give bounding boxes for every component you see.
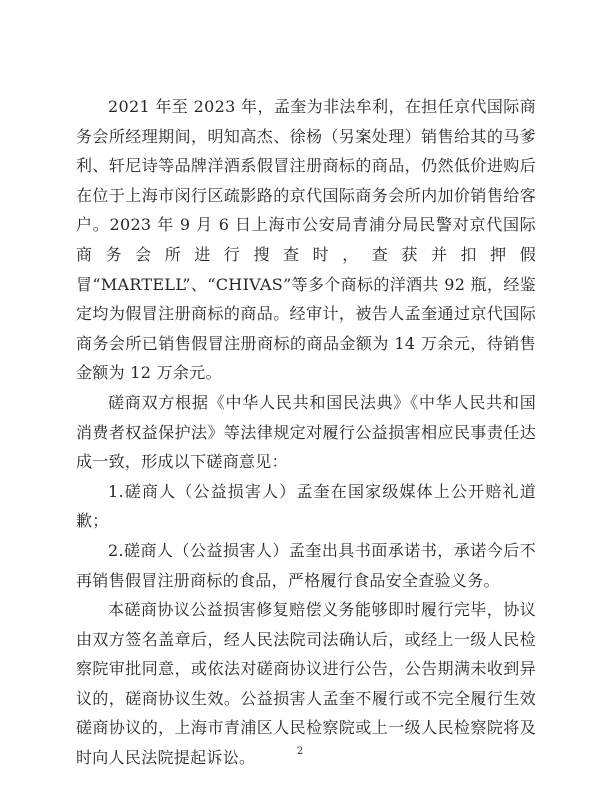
page-number: 2 xyxy=(296,746,304,757)
document-body xyxy=(76,92,536,773)
paragraph-effectiveness: 本磋商协议公益损害修复赔偿义务能够即时履行完毕，协议由双方签名盖章后，经人民法院司法确认后，或经上一级人民检察院审批同意，或依法对磋商协议进行公告，公告期满未收到异议的，磋商协议生效。公益损害人孟奎不履行或不完全履行生效磋商协议的，上海市青浦区人民检察院或上一级人民检察院将及时向人民法院提起诉讼。 xyxy=(76,600,536,768)
paragraph-opinion-2: 2.磋商人（公益损害人）孟奎出具书面承诺书，承诺今后不再销售假冒注册商标的食品，严格履行食品安全查验义务。 xyxy=(76,540,536,590)
paragraph-consultation-basis: 磋商双方根据《中华人民共和国民法典》《中华人民共和国消费者权益保护法》等法律规定对履行公益损害相应民事责任达成一致，形成以下磋商意见： xyxy=(76,392,536,472)
paragraph-opinion-1: 1.磋商人（公益损害人）孟奎在国家级媒体上公开赔礼道歉； xyxy=(76,481,536,531)
paragraph-case-facts: 2021 年至 2023 年，孟奎为非法牟利，在担任京代国际商务会所经理期间，明知高杰、徐杨（另案处理）销售给其的马爹利、轩尼诗等品牌洋酒系假冒注册商标的商品，仍然低价进购后在位于上海市闵行区疏影路的京代国际商务会所内加价销售给客户。2023 年 9 月 6 日上海市公安局青浦分局民警对京代国际商务会所进行搜查时，查获并扣押假冒“MARTELL”、“CHIVAS”等多个商标的洋酒共 92 瓶，经鉴定均为假冒注册商标的商品。经审计，被告人孟奎通过京代国际商务会所已销售假冒注册商标的商品金额为 14 万余元，待销售金额为 12 万余元。 xyxy=(76,97,536,383)
